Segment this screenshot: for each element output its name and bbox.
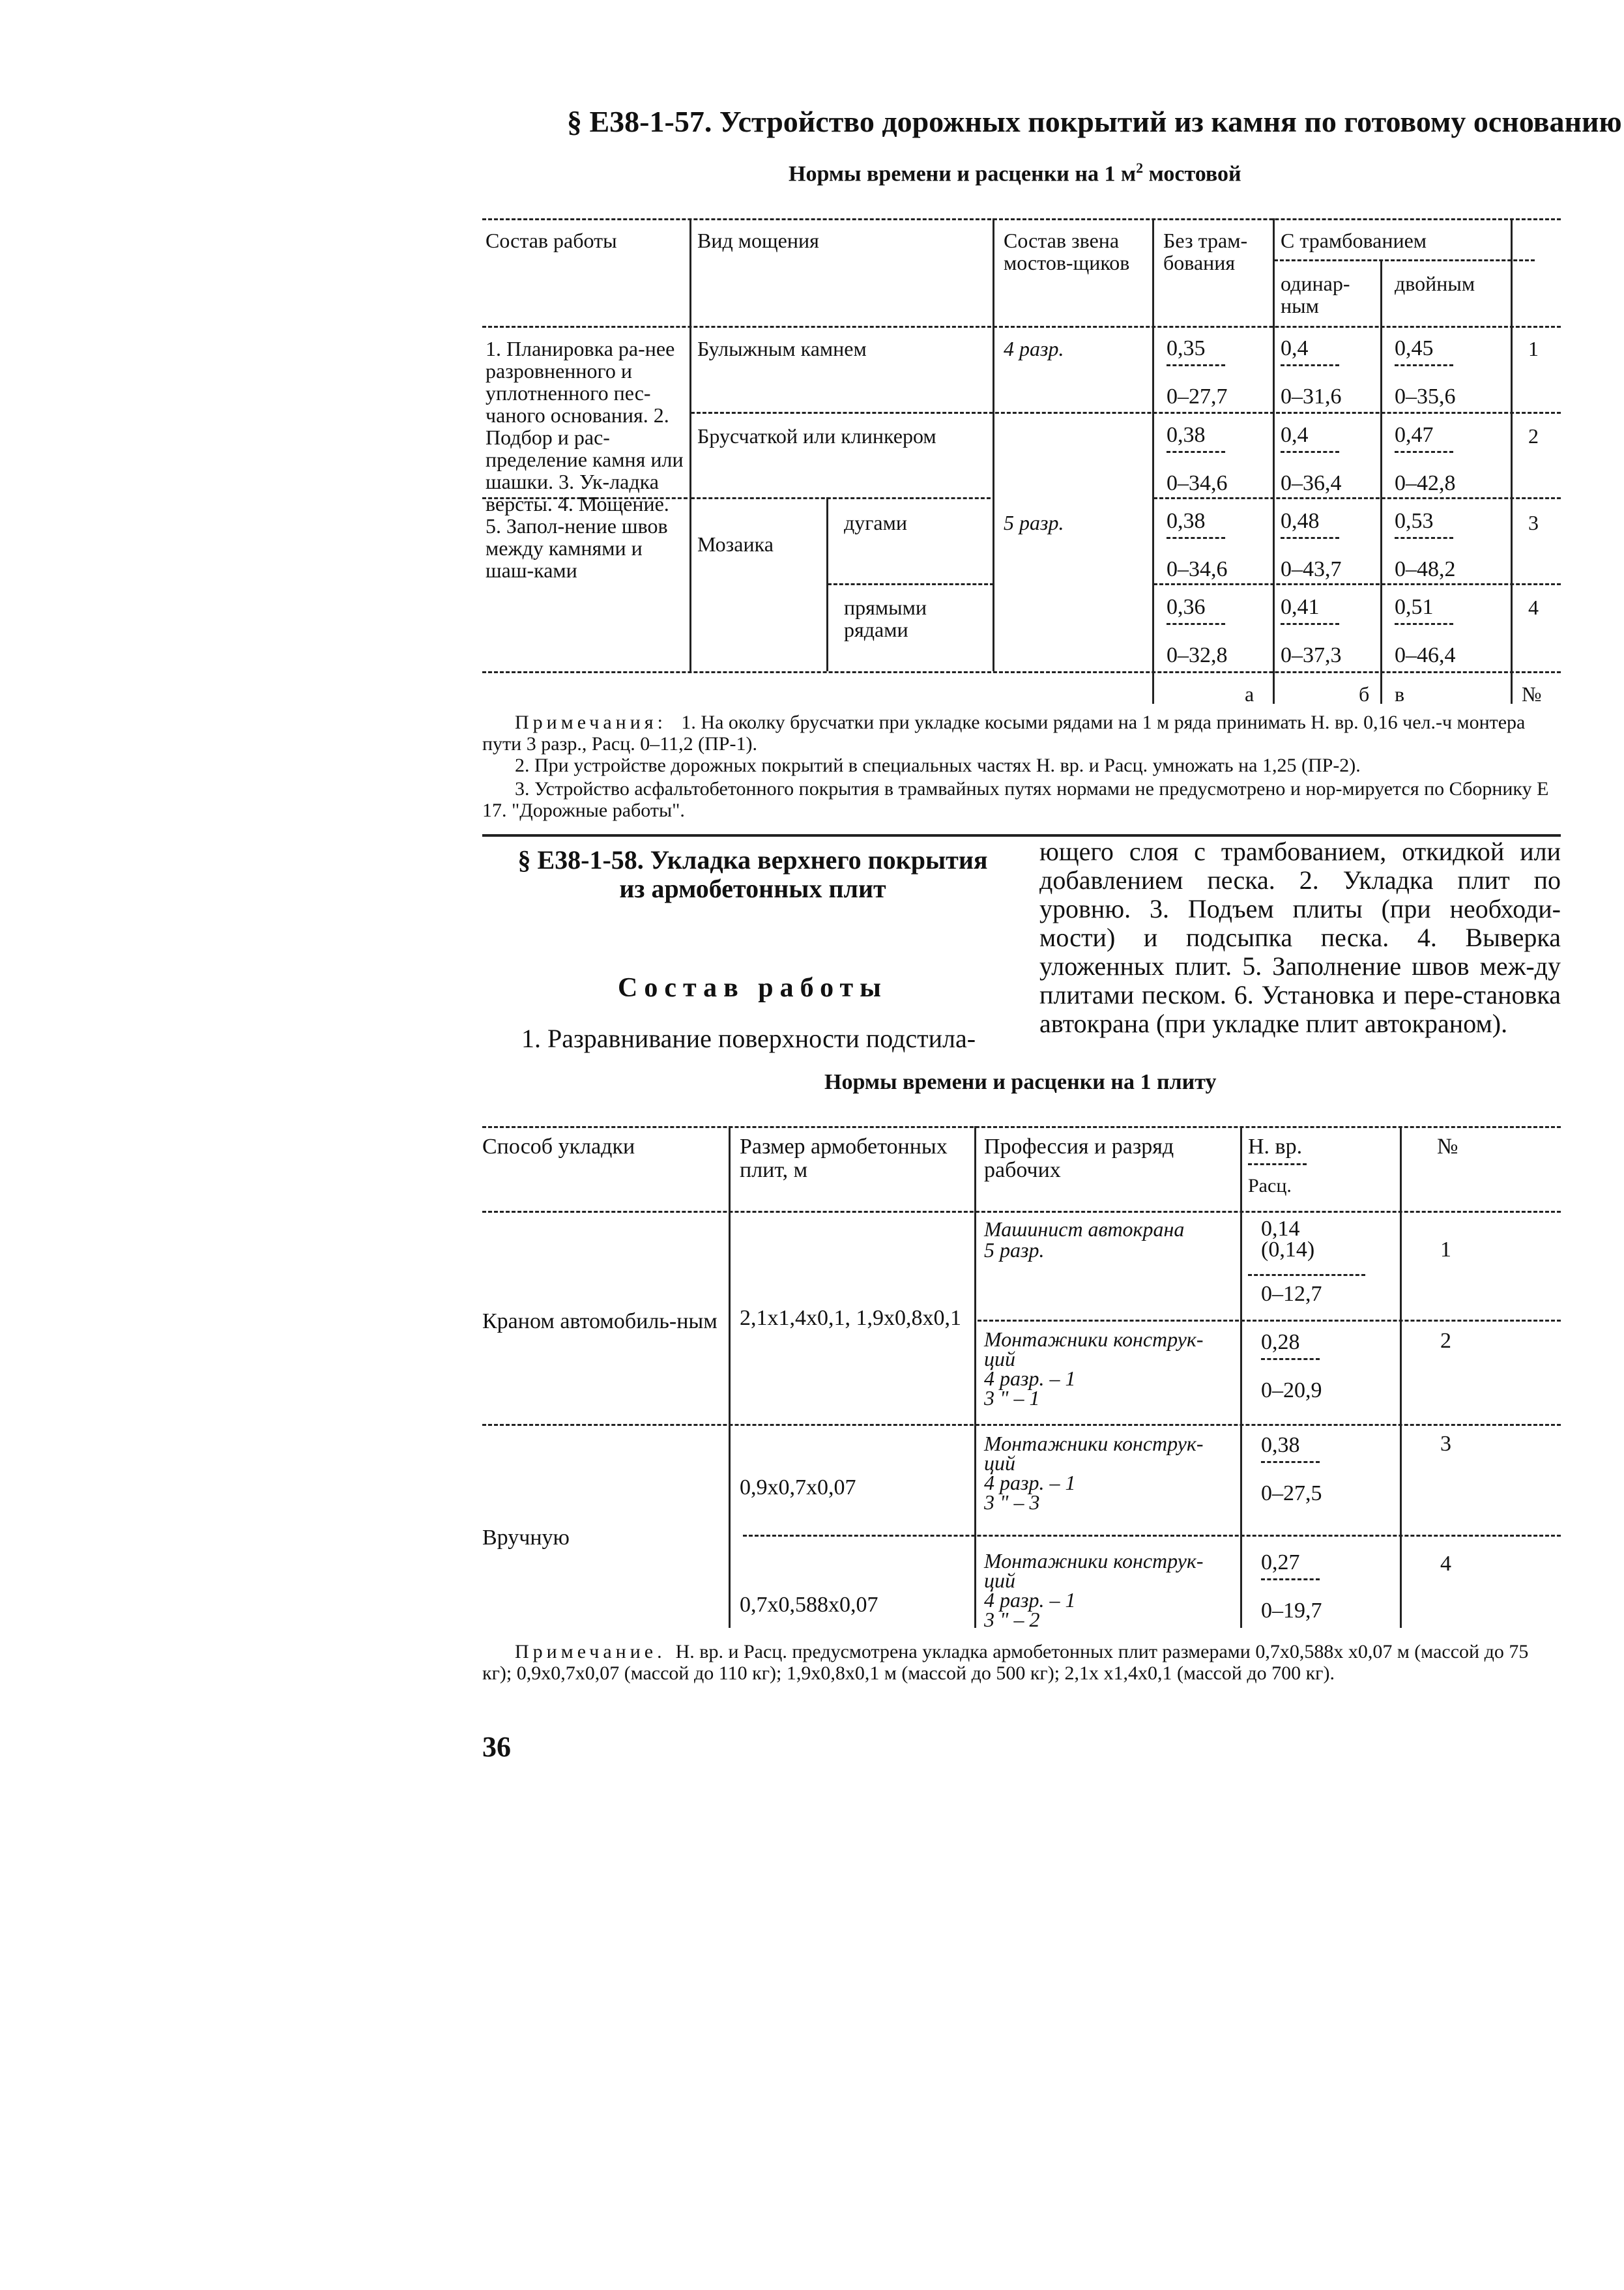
row2-a-rasc: 0–34,6 [1167, 471, 1228, 495]
row3-c-rasc: 0–48,2 [1395, 557, 1456, 581]
header-crew: Состав звена мостов-щиков [1004, 229, 1130, 274]
row3-b [1281, 508, 1342, 583]
row3-no: 3 [1528, 511, 1539, 534]
row4-paving: прямыми рядами [844, 596, 927, 641]
row4-c-rasc: 0–46,4 [1395, 643, 1456, 667]
t2-row1-prof-line1: Машинист автокрана [984, 1217, 1185, 1241]
row3-a-rasc: 0–34,6 [1167, 557, 1228, 581]
row1-c-nvr: 0,45 [1395, 336, 1434, 360]
section1-note-3: 3. Устройство асфальтобетонного покрытия в трамвайных путях нормами не предусмотрено и нор-мируется по Сборнику Е 17. "Дорожные работы". [482, 778, 1549, 821]
row1-b-rasc: 0–31,6 [1281, 384, 1342, 409]
t2-row2-prof-line1: Монтажники конструк- [984, 1327, 1204, 1351]
t2-row3-prof-line1: Монтажники конструк- [984, 1432, 1204, 1455]
header-double: двойным [1395, 272, 1475, 295]
footer-b: б [1359, 682, 1370, 706]
header-size: Размер армобетонных плит, м [740, 1135, 948, 1182]
header-with-tamp: С трамбованием [1281, 229, 1427, 252]
row4-a-rasc: 0–32,8 [1167, 643, 1228, 667]
composition-left: 1. Разравнивание поверхности подстила- [521, 1024, 976, 1053]
row4-b [1281, 594, 1342, 669]
t2-row4-values [1261, 1550, 1322, 1624]
note-1-text: 1. На околку брусчатки при укладке косыми рядами на 1 м ряда принимать Н. вр. 0,16 чел.-ч монтера пути 3 разр., Расц. 0–11,2 (ПР-1). [482, 712, 1526, 755]
method-manual: Вручную [482, 1526, 570, 1550]
t2-row4-prof-line4: 3 " – 2 [984, 1608, 1040, 1631]
header-nvr-bar [1248, 1163, 1307, 1165]
t2-row2-rasc: 0–20,9 [1261, 1378, 1322, 1402]
section2-title-line1: § Е38-1-58. Укладка верхнего покрытия [517, 845, 988, 875]
note-label: Примечание. [515, 1641, 666, 1662]
t2-row1-prof-line2: 5 разр. [984, 1238, 1045, 1262]
row3-c [1395, 508, 1456, 583]
row3-paving: дугами [844, 511, 907, 534]
row4-c [1395, 594, 1456, 669]
section1-note-2: 2. При устройстве дорожных покрытий в специальных частях Н. вр. и Расц. умножать на 1,25 (ПР-2). [515, 755, 1361, 776]
row1-a-rasc: 0–27,7 [1167, 384, 1228, 409]
t2-row4-no: 4 [1440, 1552, 1451, 1576]
row2-a [1167, 422, 1228, 497]
section2-title-line2: из армобетонных плит [619, 874, 886, 903]
row4-b-rasc: 0–37,3 [1281, 643, 1342, 667]
size-manual-2: 0,7х0,588х0,07 [740, 1593, 878, 1617]
t2-row4-prof-line2: ций [984, 1569, 1015, 1592]
row2-b [1281, 422, 1342, 497]
t2-row2-profession [984, 1329, 1204, 1408]
row4-a-nvr: 0,36 [1167, 595, 1206, 619]
header-single: одинар-ным [1281, 272, 1350, 317]
t2-row4-prof-line3: 4 разр. – 1 [984, 1588, 1076, 1612]
subtitle-post: мостовой [1143, 162, 1241, 186]
t2-row2-prof-line4: 3 " – 1 [984, 1386, 1040, 1410]
row2-a-nvr: 0,38 [1167, 423, 1206, 447]
header-no2: № [1437, 1135, 1458, 1159]
t2-row3-no: 3 [1440, 1432, 1451, 1456]
t2-row3-values [1261, 1432, 1322, 1507]
header-nvr: Н. вр. [1248, 1135, 1303, 1159]
section2-title [499, 846, 1007, 903]
row3-crew: 5 разр. [1004, 511, 1064, 534]
note-text: Н. вр. и Расц. предусмотрена укладка армобетонных плит размерами 0,7х0,588х х0,07 м (массой до 75 кг); 0,9х0,7х0,07 (массой до 110 кг); 1,9х0,8х0,1 м (массой до 500 кг); 2,1х х1,4х0,1 (массой до 700 кг). [482, 1641, 1529, 1684]
size-crane: 2,1х1,4х0,1, 1,9х0,8х0,1 [740, 1306, 961, 1330]
row4-b-nvr: 0,41 [1281, 595, 1320, 619]
section1-note-1 [482, 712, 1558, 755]
size-manual-1: 0,9х0,7х0,07 [740, 1475, 856, 1500]
row2-b-rasc: 0–36,4 [1281, 471, 1342, 495]
header-no-tamp: Без трам-бования [1163, 229, 1248, 274]
row3-a [1167, 508, 1228, 583]
section2-note [482, 1641, 1558, 1684]
row2-c-nvr: 0,47 [1395, 423, 1434, 447]
t2-row2-prof-line3: 4 разр. – 1 [984, 1367, 1076, 1390]
t2-row4-rasc: 0–19,7 [1261, 1599, 1322, 1623]
row1-c-rasc: 0–35,6 [1395, 384, 1456, 409]
t2-row4-prof-line1: Монтажники конструк- [984, 1549, 1204, 1573]
row1-b [1281, 336, 1342, 410]
t2-row4-nvr: 0,27 [1261, 1550, 1300, 1574]
row2-b-nvr: 0,4 [1281, 423, 1309, 447]
section2-subtitle: Нормы времени и расценки на 1 плиту [824, 1070, 1217, 1094]
row4-no: 4 [1528, 596, 1539, 619]
t2-row4-profession [984, 1551, 1204, 1629]
row2-no: 2 [1528, 424, 1539, 448]
row1-paving: Булыжным камнем [697, 337, 867, 360]
composition-right: ющего слоя с трамбованием, откидкой или добавлением песка. 2. Укладка плит по уровню. 3. Подъем плиты (при необходи-мости) и подсыпка песка. 4. Выверка уложенных плит. 5. Заполнение швов меж-ду плитами песком. 6. Установка и пере-становка автокрана (при укладке плит автокраном). [1039, 837, 1561, 1038]
row1-c [1395, 336, 1456, 410]
t2-row3-prof-line4: 3 " – 3 [984, 1490, 1040, 1514]
notes-label: Примечания: [515, 712, 667, 733]
t2-row3-prof-line3: 4 разр. – 1 [984, 1471, 1076, 1494]
row1-crew: 4 разр. [1004, 337, 1064, 360]
method-crane: Краном автомобиль-ным [482, 1309, 718, 1333]
header-paving: Вид мощения [697, 229, 819, 252]
row1-a-nvr: 0,35 [1167, 336, 1206, 360]
t2-row1-nvr2: (0,14) [1261, 1238, 1315, 1262]
t2-row1-profession [984, 1219, 1184, 1260]
t2-row3-prof-line2: ций [984, 1451, 1015, 1475]
footer-no: № [1522, 682, 1542, 706]
mosaic-label: Мозаика [697, 532, 774, 556]
header-rasc: Расц. [1248, 1175, 1292, 1196]
t2-row2-values [1261, 1329, 1322, 1404]
header-work: Состав работы [486, 229, 617, 252]
subtitle-sup: 2 [1136, 160, 1144, 176]
work-description: 1. Планировка ра-нее разровненного и уплотненного пес-чаного основания. 2. Подбор и рас-пределение камня или шашки. 3. Ук-ладка версты. 4. Мощение. 5. Запол-нение швов между камнями и шаш-ками [486, 337, 684, 582]
header-profession: Профессия и разряд рабочих [984, 1135, 1174, 1182]
row3-c-nvr: 0,53 [1395, 509, 1434, 533]
page-number: 36 [482, 1731, 511, 1763]
t2-row2-nvr: 0,28 [1261, 1330, 1300, 1354]
row1-no: 1 [1528, 337, 1539, 360]
t2-row3-nvr: 0,38 [1261, 1433, 1300, 1457]
t2-row1-rasc: 0–12,7 [1261, 1282, 1322, 1306]
row4-a [1167, 594, 1228, 669]
header-method: Способ укладки [482, 1135, 635, 1159]
row2-paving: Брусчаткой или клинкером [697, 424, 936, 448]
footer-a: а [1245, 682, 1254, 706]
t2-row1-no: 1 [1440, 1238, 1451, 1262]
t2-row3-rasc: 0–27,5 [1261, 1481, 1322, 1505]
composition-heading: Состав работы [618, 973, 888, 1003]
section1-title: § Е38-1-57. Устройство дорожных покрытий из камня по готовому основанию [567, 105, 1622, 138]
row3-b-nvr: 0,48 [1281, 509, 1320, 533]
t2-row2-prof-line2: ций [984, 1347, 1015, 1370]
row2-c-rasc: 0–42,8 [1395, 471, 1456, 495]
section1-subtitle [789, 160, 1241, 186]
t2-row2-no: 2 [1440, 1329, 1451, 1353]
row3-a-nvr: 0,38 [1167, 509, 1206, 533]
subtitle-text: Нормы времени и расценки на 1 м [789, 162, 1137, 186]
t2-row3-profession [984, 1434, 1204, 1512]
row4-c-nvr: 0,51 [1395, 595, 1434, 619]
row1-a [1167, 336, 1228, 410]
row1-b-nvr: 0,4 [1281, 336, 1309, 360]
row2-c [1395, 422, 1456, 497]
row3-b-rasc: 0–43,7 [1281, 557, 1342, 581]
t2-row1-nvr: 0,14 [1261, 1217, 1300, 1241]
footer-c: в [1395, 682, 1405, 706]
